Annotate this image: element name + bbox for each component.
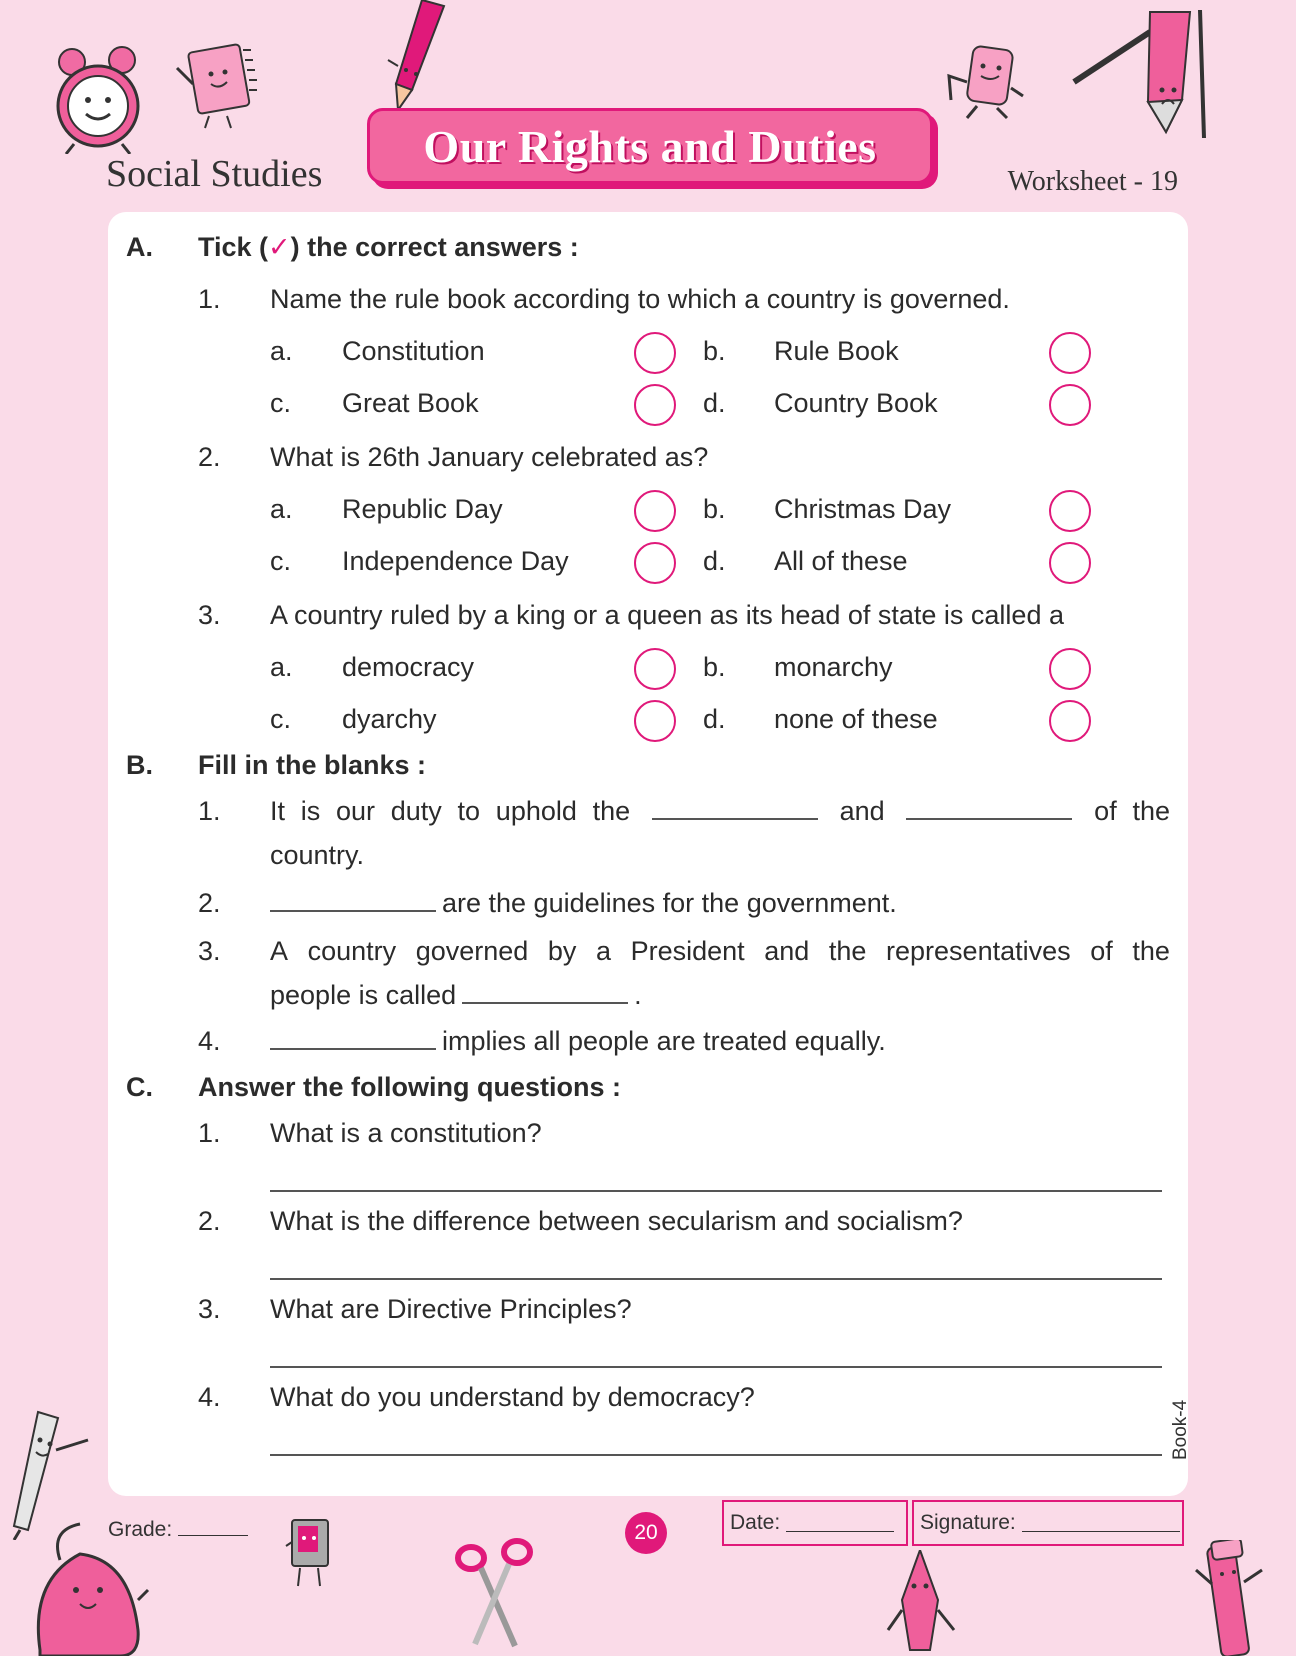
option-text: Constitution (342, 336, 485, 366)
worksheet-title: Our Rights and Duties (423, 120, 877, 172)
word: of (1094, 796, 1117, 826)
date-box[interactable]: Date: (722, 1500, 908, 1546)
subject-label: Social Studies (106, 153, 323, 195)
answer-circle-q2c[interactable] (634, 542, 676, 584)
blank-field[interactable] (906, 796, 1072, 820)
option-text: none of these (774, 704, 938, 734)
grade-label: Grade: (108, 1518, 248, 1542)
page-number-badge: 20 (625, 1512, 667, 1554)
section-b-letter: B. (126, 750, 153, 780)
word: is (300, 796, 321, 826)
word: duty (390, 796, 442, 826)
question-number: 1. (198, 1118, 221, 1148)
blank-field[interactable] (652, 796, 818, 820)
answer-circle-q1d[interactable] (1049, 384, 1091, 426)
blank-field[interactable] (462, 980, 628, 1004)
option-text: Country Book (774, 388, 938, 418)
fill-blank-1-line (270, 796, 1170, 827)
word: and (839, 796, 885, 826)
option-letter: b. (703, 336, 726, 366)
question-number: 2. (198, 1206, 221, 1236)
option-text: monarchy (774, 652, 893, 682)
word: the (1132, 796, 1170, 826)
fill-blank-2: are the guidelines for the government. (270, 888, 897, 919)
option-letter: b. (703, 652, 726, 682)
answer-line[interactable] (270, 1454, 1162, 1456)
option-text: Great Book (342, 388, 479, 418)
answer-circle-q2b[interactable] (1049, 490, 1091, 532)
question-text: What is the difference between secularism and socialism? (270, 1206, 963, 1236)
worksheet-title-banner (367, 108, 933, 184)
option-text: Republic Day (342, 494, 503, 524)
option-letter: c. (270, 388, 292, 418)
signature-box[interactable]: Signature: (912, 1500, 1184, 1546)
word: It (270, 796, 286, 826)
option-letter: b. (703, 494, 726, 524)
book-label: Book-4 (1170, 1399, 1191, 1460)
fill-blank-3-line: A country governed by a President and the representatives of the (270, 936, 1170, 966)
option-letter: d. (703, 388, 726, 418)
answer-line[interactable] (270, 1366, 1162, 1368)
question-number: 1. (198, 284, 221, 314)
ruler-icon (1190, 1540, 1270, 1656)
signature-field[interactable] (1022, 1515, 1180, 1532)
question-text: What are Directive Principles? (270, 1294, 632, 1324)
option-text: democracy (342, 652, 475, 682)
answer-circle-q1a[interactable] (634, 332, 676, 374)
option-letter: a. (270, 336, 293, 366)
option-letter: c. (270, 704, 292, 734)
scissors-icon (455, 1536, 535, 1656)
answer-line[interactable] (270, 1278, 1162, 1280)
worksheet-number: Worksheet - 19 (1007, 166, 1178, 197)
option-text: dyarchy (342, 704, 437, 734)
grade-field[interactable] (178, 1519, 248, 1536)
fill-blank-3-continuation: people is called . (270, 980, 642, 1010)
notebook-icon (175, 40, 265, 130)
question-number: 3. (198, 600, 221, 630)
answer-circle-q2d[interactable] (1049, 542, 1091, 584)
pen-icon (880, 1550, 960, 1656)
section-b-heading: Fill in the blanks : (198, 750, 427, 780)
answer-line[interactable] (270, 1190, 1162, 1192)
answer-circle-q1c[interactable] (634, 384, 676, 426)
option-text: Rule Book (774, 336, 899, 366)
answer-circle-q3b[interactable] (1049, 648, 1091, 690)
question-number: 2. (198, 888, 221, 918)
word: our (335, 796, 376, 826)
question-number: 4. (198, 1026, 221, 1056)
option-text: Christmas Day (774, 494, 952, 524)
section-a-letter: A. (126, 232, 153, 262)
pencil-character-icon (1070, 10, 1220, 140)
question-text: Name the rule book according to which a country is governed. (270, 284, 1010, 314)
blank-field[interactable] (270, 888, 436, 912)
option-letter: a. (270, 652, 293, 682)
question-number: 2. (198, 442, 221, 472)
answer-circle-q3c[interactable] (634, 700, 676, 742)
option-letter: d. (703, 704, 726, 734)
answer-circle-q3a[interactable] (634, 648, 676, 690)
question-text: A country ruled by a king or a queen as its head of state is called a (270, 600, 1064, 630)
fill-blank-4: implies all people are treated equally. (270, 1026, 886, 1057)
section-c-letter: C. (126, 1072, 153, 1102)
blank-field[interactable] (270, 1026, 436, 1050)
answer-circle-q1b[interactable] (1049, 332, 1091, 374)
tick-mark-icon: ✓ (268, 232, 291, 262)
question-number: 3. (198, 1294, 221, 1324)
option-text: Independence Day (342, 546, 569, 576)
option-letter: c. (270, 546, 292, 576)
fill-blank-1-continuation: country. (270, 840, 365, 870)
question-text: What is 26th January celebrated as? (270, 442, 709, 472)
question-number: 1. (198, 796, 221, 826)
section-c-heading: Answer the following questions : (198, 1072, 622, 1102)
option-text: All of these (774, 546, 908, 576)
answer-circle-q2a[interactable] (634, 490, 676, 532)
word: to (457, 796, 481, 826)
question-text: What do you understand by democracy? (270, 1382, 755, 1412)
sharpener-icon (282, 1516, 342, 1592)
question-text: What is a constitution? (270, 1118, 542, 1148)
word: the (592, 796, 631, 826)
alarm-clock-icon (52, 44, 152, 154)
question-number: 4. (198, 1382, 221, 1412)
section-a-heading: Tick (✓) the correct answers : (198, 232, 579, 262)
question-number: 3. (198, 936, 221, 966)
option-letter: a. (270, 494, 293, 524)
answer-circle-q3d[interactable] (1049, 700, 1091, 742)
pencil-icon (382, 0, 452, 115)
date-field[interactable] (786, 1515, 894, 1532)
word: uphold (495, 796, 577, 826)
eraser-icon (945, 42, 1035, 122)
option-letter: d. (703, 546, 726, 576)
